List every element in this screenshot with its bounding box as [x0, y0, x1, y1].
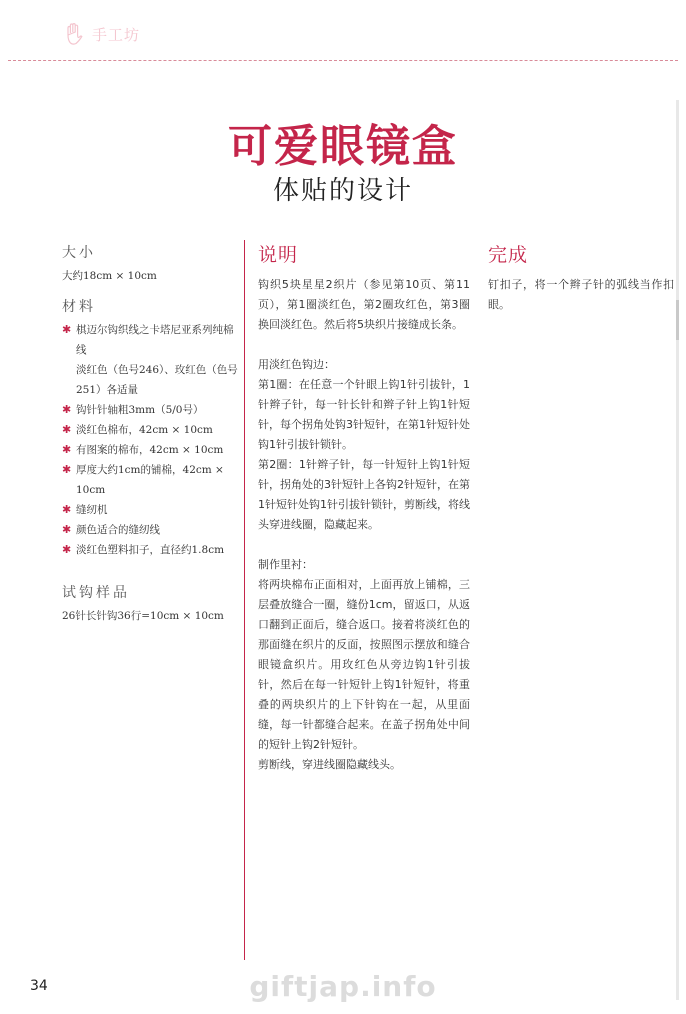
star-icon: ✱ [62, 423, 72, 436]
material-item: ✱ 棋迈尔钩织线之卡塔尼亚系列纯棉线 [62, 320, 240, 360]
material-item: 淡红色（色号246）、玫红色（色号251）各适量 [76, 364, 238, 396]
page-edge-mark [676, 300, 679, 340]
star-icon: ✱ [62, 463, 72, 476]
header-divider [8, 60, 678, 61]
left-column [62, 242, 240, 626]
header-logo [62, 22, 140, 46]
finish-text: 钉扣子，将一个辫子针的弧线当作扣眼。 [488, 278, 674, 311]
star-icon: ✱ [62, 523, 72, 536]
instructions-heading: 说明 [258, 244, 299, 266]
materials-heading: 材料 [62, 299, 96, 315]
instructions-paragraph: 钩织5块星星2织片（参见第10页、第11页），第1圈淡红色，第2圈玫红色，第3圈换回淡红色。然后将5块织片接缝成长条。 [258, 278, 470, 331]
star-icon: ✱ [62, 323, 72, 336]
page-edge-bar [676, 100, 679, 1000]
material-item: ✱ 淡红色棉布，42cm × 10cm [62, 420, 240, 440]
material-item: ✱ 淡红色塑料扣子，直径约1.8cm [62, 540, 240, 560]
material-item: ✱ 钩针针轴粗3mm（5/0号） [62, 400, 240, 420]
instructions-column [258, 240, 470, 795]
instructions-paragraph: 用淡红色钩边： 第1圈：在任意一个针眼上钩1针引拔针，1针辫子针，每一针长针和辫子针上钩1针短针，每个拐角处钩3针短针，在第1针短针处钩1针引拔针锁针。 第2圈：1针辫子针，每一针短针上钩1针短针，拐角处的3针短针上各钩2针短针，在第1针短针处钩1针引拔针锁针，剪断线，将线头穿进线圈，隐藏起来。 [258, 358, 470, 531]
gauge-heading: 试钩样品 [62, 585, 130, 601]
finish-heading: 完成 [488, 244, 529, 266]
material-item: ✱ 有图案的棉布，42cm × 10cm [62, 440, 240, 460]
star-icon: ✱ [62, 443, 72, 456]
size-heading: 大小 [62, 245, 96, 261]
watermark: giftjap.info [249, 970, 437, 1003]
gauge-value: 26针长针钩36行=10cm × 10cm [62, 610, 224, 622]
page-subtitle: 体贴的设计 [272, 176, 413, 206]
finish-column [488, 240, 674, 315]
star-icon: ✱ [62, 503, 72, 516]
materials-list [62, 320, 240, 560]
size-value: 大约18cm × 10cm [62, 270, 157, 282]
star-icon: ✱ [62, 403, 72, 416]
material-item: ✱ 缝纫机 [62, 500, 240, 520]
material-item: ✱ 厚度大约1cm的铺棉，42cm × 10cm [62, 460, 240, 500]
column-divider [244, 240, 245, 960]
material-item: ✱ 颜色适合的缝纫线 [62, 520, 240, 540]
star-icon: ✱ [62, 543, 72, 556]
hand-icon [62, 22, 86, 46]
header-logo-text: 手工坊 [92, 25, 141, 44]
page-number: 34 [30, 978, 48, 994]
page-title: 可爱眼镜盒 [228, 121, 458, 172]
instructions-paragraph: 制作里衬： 将两块棉布正面相对，上面再放上铺棉，三层叠放缝合一圈，缝份1cm，留返口，从返口翻到正面后，缝合返口。接着将淡红色的那面缝在织片的反面，按照图示摆放和缝合眼镜盒织片。用玫红色从旁边钩1针引拔针，然后在每一针短针上钩1针短针，将重叠的两块织片的上下针钩在一起，从里面缝，每一针都缝合起来。在盖子拐角处中间的短针上钩2针短针。 剪断线，穿进线圈隐藏线头。 [258, 558, 470, 771]
